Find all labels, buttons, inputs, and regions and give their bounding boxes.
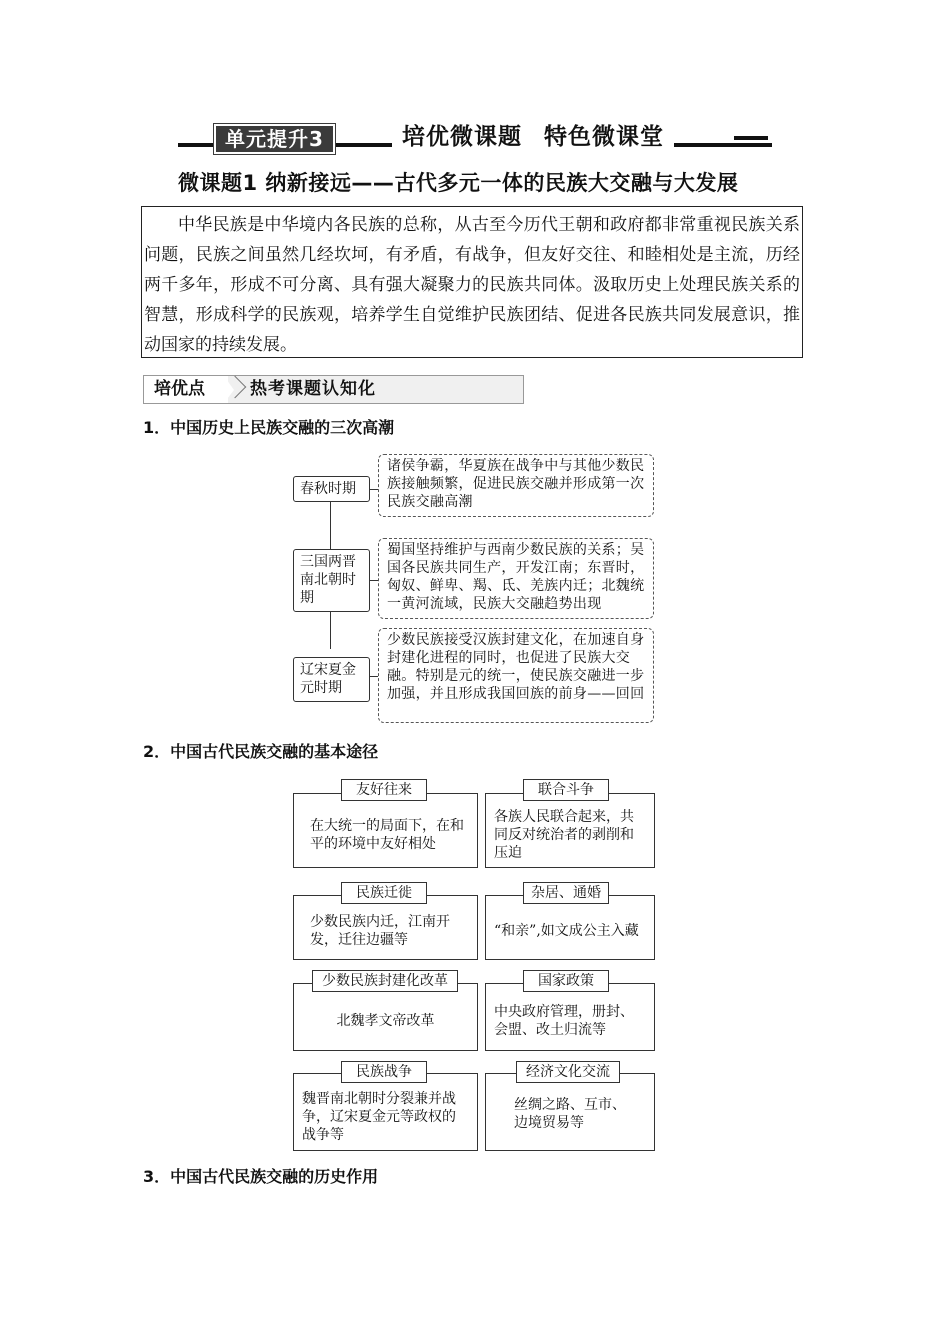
period-box-1: 春秋时期	[293, 476, 370, 502]
heading-ways: 2．中国古代民族交融的基本途径	[143, 742, 379, 761]
way-desc-7: 魏晋南北朝时分裂兼并战争，辽宋夏金元等政权的战争等	[302, 1091, 456, 1143]
desc-box-3: 少数民族接受汉族封建文化，在加速自身封建化进程的同时，也促进了民族大交融。特别是元的统一，使民族交融进一步加强，并且形成我国回族的前身——回回	[378, 628, 654, 723]
way-label-4: 杂居、通婚	[523, 882, 609, 904]
way-desc-5: 北魏孝文帝改革	[336, 1013, 435, 1029]
way-label-8: 经济文化交流	[516, 1061, 620, 1083]
section-tab	[143, 375, 524, 404]
way-box-4	[485, 895, 655, 960]
unit-title-part2: 特色微课堂	[544, 124, 664, 150]
period-box-2: 三国两晋南北朝时期	[293, 549, 370, 612]
way-label-3: 民族迁徙	[341, 882, 427, 904]
way-box-3	[293, 895, 478, 960]
connector-2	[370, 580, 378, 581]
way-box-2	[485, 793, 655, 868]
desc-box-1: 诸侯争霸，华夏族在战争中与其他少数民族接触频繁，促进民族交融并形成第一次民族交融高潮	[378, 454, 654, 517]
way-box-8	[485, 1073, 655, 1151]
way-desc-4: “和亲”,如文成公主入藏	[494, 922, 639, 939]
desc-box-2: 蜀国坚持维护与西南少数民族的关系；吴国各民族共同生产，开发江南；东晋时，匈奴、鲜卑、羯、氐、羌族内迁；北魏统一黄河流域，民族大交融趋势出现	[378, 538, 654, 619]
way-desc-8: 丝绸之路、互市、边境贸易等	[514, 1097, 626, 1131]
way-desc-3: 少数民族内迁，江南开发，迁往边疆等	[310, 913, 450, 948]
way-box-7	[293, 1073, 478, 1151]
header-end-mark	[734, 136, 768, 140]
way-box-6	[485, 983, 655, 1051]
way-label-5: 少数民族封建化改革	[312, 970, 458, 992]
way-desc-1: 在大统一的局面下，在和平的环境中友好相处	[310, 817, 464, 852]
topic-label: 微课题1 纳新接远——	[178, 171, 395, 195]
intro-paragraph: 中华民族是中华境内各民族的总称，从古至今历代王朝和政府都非常重视民族关系问题，民族之间虽然几经坎坷，有矛盾，有战争，但友好交往、和睦相处是主流，历经两千多年，形成不可分离、具有强大凝聚力的民族共同体。汲取历史上处理民族关系的智慧，形成科学的民族观，培养学生自觉维护民族团结、促进各民族共同发展意识，推动国家的持续发展。	[144, 215, 800, 355]
topic-title	[178, 167, 738, 197]
way-label-2: 联合斗争	[523, 779, 609, 801]
intro-text	[142, 210, 802, 360]
way-label-6: 国家政策	[523, 970, 609, 992]
connector-3	[370, 676, 378, 677]
unit-header	[178, 122, 772, 154]
heading-effects: 3．中国古代民族交融的历史作用	[143, 1167, 379, 1186]
section-subtitle: 热考课题认知化	[250, 379, 376, 399]
topic-title-text: 古代多元一体的民族大交融与大发展	[394, 170, 739, 195]
unit-badge: 单元提升3	[214, 124, 335, 154]
period-box-3: 辽宋夏金元时期	[293, 657, 370, 702]
intro-box	[141, 206, 803, 358]
heading-climaxes: 1．中国历史上民族交融的三次高潮	[143, 418, 395, 437]
unit-title	[392, 122, 674, 152]
connector-1	[370, 489, 378, 490]
way-box-1	[293, 793, 478, 868]
unit-title-part1: 培优微课题	[402, 124, 522, 150]
section-tag-label: 培优点	[154, 379, 205, 399]
way-desc-2: 各族人民联合起来，共同反对统治者的剥削和压迫	[494, 808, 634, 861]
way-label-7: 民族战争	[341, 1061, 427, 1083]
way-label-1: 友好往来	[341, 779, 427, 801]
way-desc-6: 中央政府管理，册封、会盟、改土归流等	[494, 1004, 634, 1038]
way-box-5	[293, 983, 478, 1051]
